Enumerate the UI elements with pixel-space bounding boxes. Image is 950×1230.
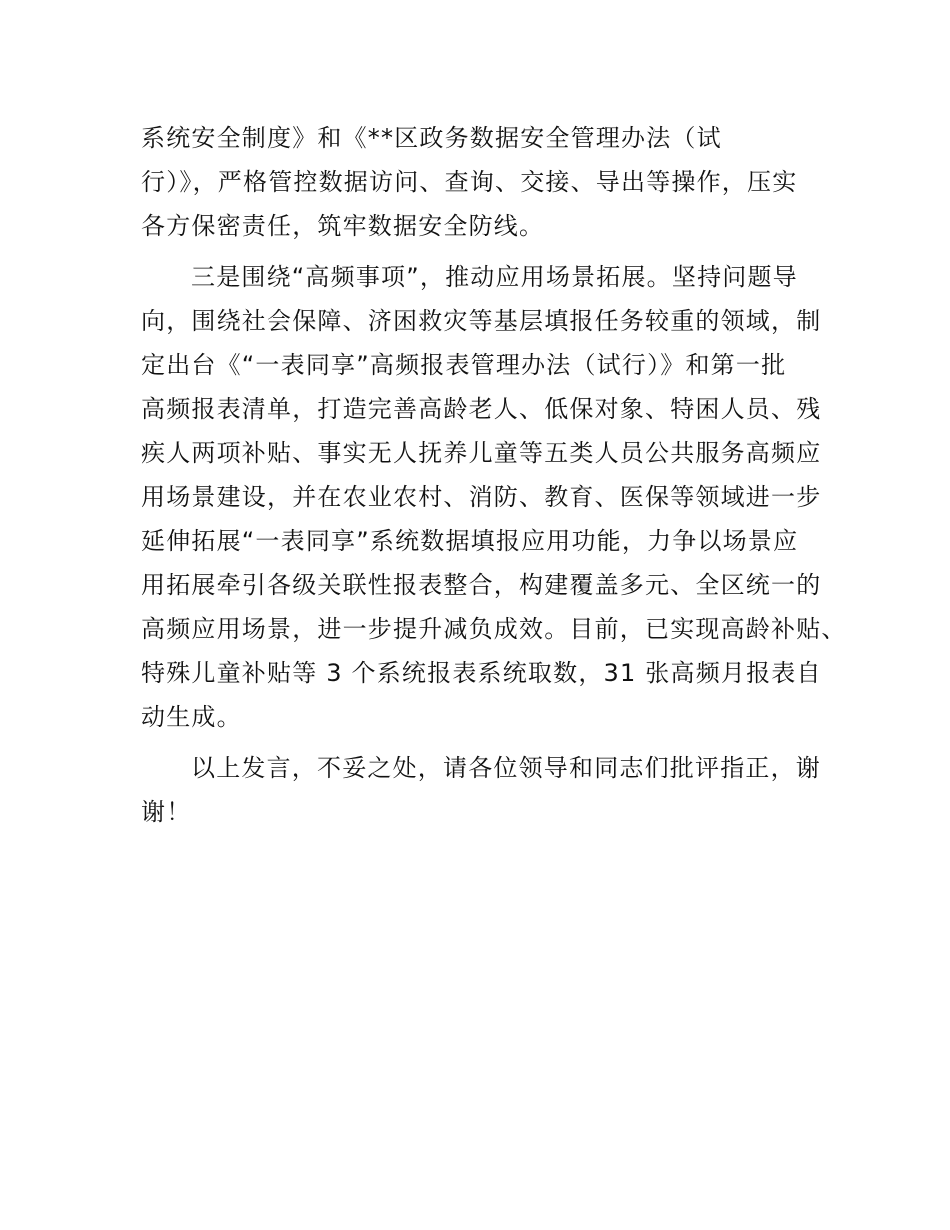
paragraph-line: 特殊儿童补贴等 3 个系统报表系统取数，31 张高频月报表自 xyxy=(141,659,822,687)
paragraph-line: 高频应用场景，进一步提升减负成效。目前，已实现高龄补贴、 xyxy=(141,615,847,643)
paragraph-line: 行）》，严格管控数据访问、查询、交接、导出等操作，压实 xyxy=(141,168,798,196)
document-body xyxy=(141,116,847,834)
paragraph-line: 各方保密责任，筑牢数据安全防线。 xyxy=(141,212,545,240)
paragraph-line: 定出台《“一表同享”高频报表管理办法（试行）》和第一批 xyxy=(141,351,787,379)
paragraph-line: 以上发言，不妥之处，请各位领导和同志们批评指正，谢 xyxy=(191,754,821,782)
paragraph-line: 疾人两项补贴、事实无人抚养儿童等五类人员公共服务高频应 xyxy=(141,439,822,467)
paragraph-line: 延伸拓展“一表同享”系统数据填报应用功能，力争以场景应 xyxy=(141,527,799,555)
paragraph-line: 谢！ xyxy=(141,798,192,826)
paragraph-line: 动生成。 xyxy=(141,703,242,731)
paragraph-closing-remarks xyxy=(141,746,821,834)
paragraph-line: 高频报表清单，打造完善高龄老人、低保对象、特困人员、残 xyxy=(141,395,822,423)
paragraph-high-frequency-items xyxy=(141,255,847,739)
paragraph-line: 用场景建设，并在农业农村、消防、教育、医保等领域进一步 xyxy=(141,483,822,511)
paragraph-line: 系统安全制度》和《**区政务数据安全管理办法（试 xyxy=(141,124,722,152)
paragraph-line: 用拓展牵引各级关联性报表整合，构建覆盖多元、全区统一的 xyxy=(141,571,822,599)
paragraph-line: 三是围绕“高频事项”，推动应用场景拓展。坚持问题导 xyxy=(191,263,798,291)
paragraph-line: 向，围绕社会保障、济困救灾等基层填报任务较重的领域，制 xyxy=(141,307,822,335)
paragraph-security-system xyxy=(141,116,821,248)
